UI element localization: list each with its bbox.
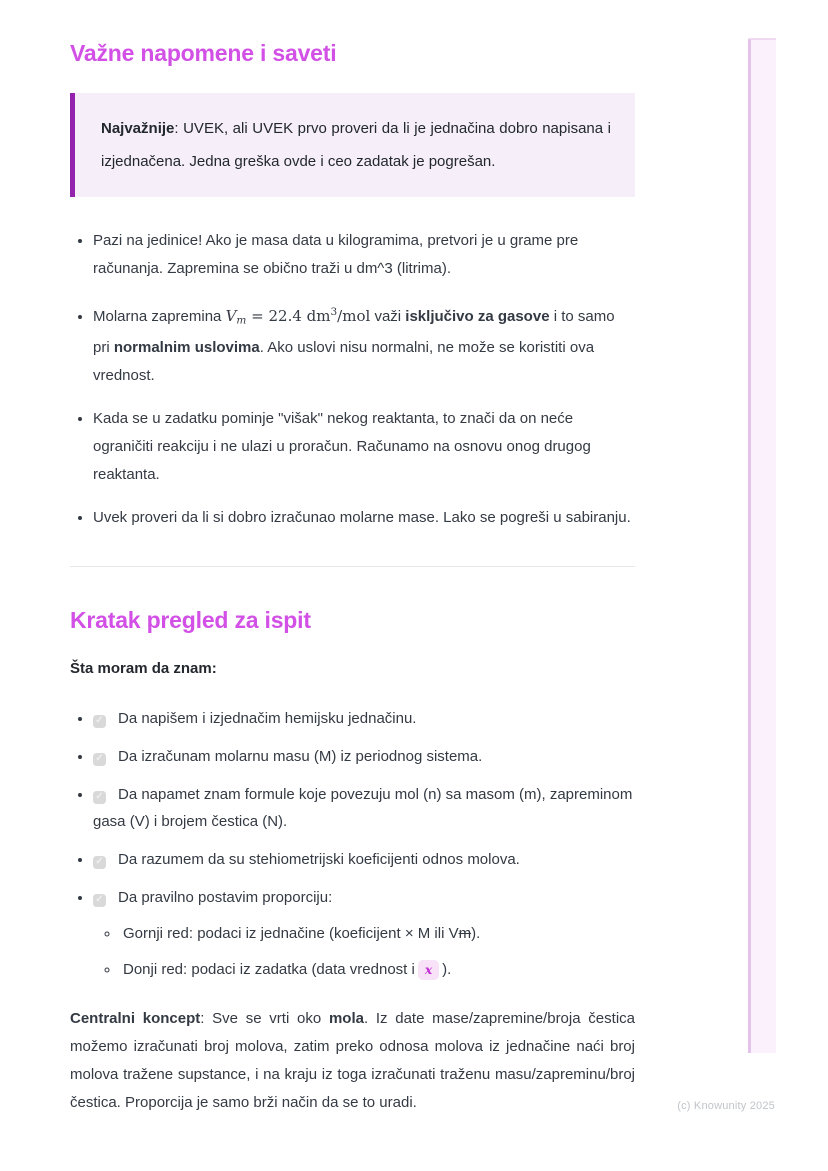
checkbox-checked-icon (93, 894, 106, 907)
checkbox-checked-icon (93, 791, 106, 804)
checklist-item-label: Da napišem i izjednačim hemijsku jednačinu. (118, 710, 417, 728)
checklist-item-label: Da razumem da su stehiometrijski koeficijenti odnos molova. (118, 851, 520, 869)
next-page-preview-edge (748, 38, 776, 1053)
section-title-exam-overview: Kratak pregled za ispit (70, 607, 311, 634)
checklist-item (93, 705, 635, 732)
callout-text: Najvažnije: UVEK, ali UVEK prvo proveri da li je jednačina dobro napisana i izjednačena. Jedna greška ovde i ceo zadatak je pogrešan. (101, 120, 611, 170)
checklist-item (93, 846, 635, 873)
list-item: • Uvek proveri da li si dobro izračunao molarne mase. Lako se pogreši u sabiranju. (93, 504, 635, 532)
copyright-notice: (c) Knowunity 2025 (677, 1100, 775, 1112)
checkmark-icon: • ✓ (95, 715, 104, 727)
checklist (70, 705, 635, 983)
page-content (70, 0, 635, 1117)
list-item: • Kada se u zadatku pominje "višak" nekog reaktanta, to znači da on neće ograničiti reakciju i ne ulazi u proračun. Računamo na osnovu onog drugog reaktanta. (93, 405, 635, 489)
checklist-item (93, 781, 635, 835)
checkbox-checked-icon (93, 715, 106, 728)
checklist-item-label: Da napamet znam formule koje povezuju mol (n) sa masom (m), zapreminom gasa (V) i brojem čestica (N). (93, 786, 633, 831)
checkmark-icon: • ✓ (95, 791, 104, 803)
checklist-item (93, 884, 635, 983)
checklist-item (93, 743, 635, 770)
central-concept-paragraph: Centralni koncept: Sve se vrti oko mola. Iz date mase/zapremine/broja čestica možemo izračunati broj molova, zatim preko odnosa molova iz jednačine naći broj molova tražene supstance, i na kraju iz toga izračunati traženu masu/zapreminu/broj čestica. Proporcija je samo brži način da se to uradi. (70, 1010, 635, 1112)
checkmark-icon: • ✓ (95, 753, 104, 765)
sublist-item: ◦ Donji red: podaci iz zadatka (data vrednost i x ). (120, 956, 635, 983)
section-divider (70, 566, 635, 567)
tips-list (70, 227, 635, 532)
checklist-item-label: Da izračunam molarnu masu (M) iz periodnog sistema. (118, 748, 483, 766)
list-item: • Molarna zapremina Vm = 22.4 $dm^3$/mol važi isključivo za gasove i to samo pri normalnim uslovima. Ako uslovi nisu normalni, ne može se koristiti ova vrednost. (93, 298, 635, 390)
list-item: • Pazi na jedinice! Ako je masa data u kilogramima, pretvori je u grame pre računanja. Zapremina se obično traži u dm^3 (litrima). (93, 227, 635, 283)
checkmark-icon: • ✓ (95, 894, 104, 906)
checkbox-checked-icon (93, 753, 106, 766)
checklist-heading: Šta moram da znam: (70, 660, 217, 678)
important-callout (70, 93, 635, 197)
proportion-sublist (93, 920, 635, 983)
section-title-important-notes: Važne napomene i saveti (70, 40, 337, 66)
sublist-item: ◦ Gornji red: podaci iz jednačine (koeficijent × M ili Vm). (120, 920, 635, 947)
checkbox-checked-icon (93, 856, 106, 869)
checklist-item-label: Da pravilno postavim proporciju: (118, 889, 333, 907)
checkmark-icon: • ✓ (95, 856, 104, 868)
